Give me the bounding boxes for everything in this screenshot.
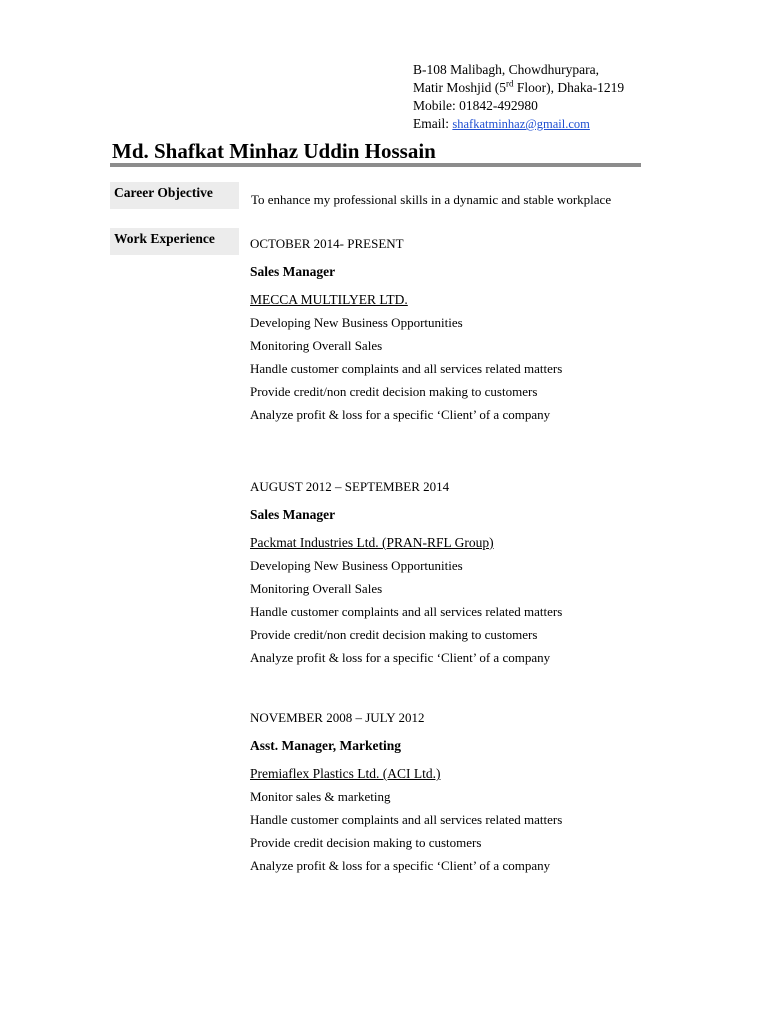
job-title: Sales Manager	[250, 507, 336, 522]
job-duty: Analyze profit & loss for a specific ‘Client’ of a company	[250, 650, 551, 665]
contact-block	[413, 61, 624, 133]
job-entry-1	[250, 235, 562, 429]
mobile-number: Mobile: 01842-492980	[413, 98, 538, 113]
job-dates: OCTOBER 2014- PRESENT	[250, 236, 404, 251]
career-objective-heading: Career Objective	[110, 182, 239, 209]
email-line	[413, 115, 624, 133]
address-floor-suffix: rd	[506, 78, 514, 89]
job-entry-3	[250, 709, 562, 880]
job-duty: Handle customer complaints and all services related matters	[250, 361, 563, 376]
candidate-name: Md. Shafkat Minhaz Uddin Hossain	[112, 139, 436, 163]
career-objective-text: To enhance my professional skills in a dynamic and stable workplace	[251, 192, 612, 207]
job-entry-2	[250, 478, 562, 672]
job-company: Premiaflex Plastics Ltd. (ACI Ltd.)	[250, 766, 441, 781]
job-duty: Provide credit decision making to customers	[250, 835, 482, 850]
address-line-2-end: Floor), Dhaka-1219	[513, 80, 625, 95]
job-duty: Provide credit/non credit decision making to customers	[250, 384, 538, 399]
job-duty: Monitoring Overall Sales	[250, 338, 383, 353]
job-company: Packmat Industries Ltd. (PRAN-RFL Group)	[250, 535, 494, 550]
job-duty: Analyze profit & loss for a specific ‘Client’ of a company	[250, 858, 551, 873]
address-line-2	[413, 79, 624, 97]
job-duty: Monitoring Overall Sales	[250, 581, 383, 596]
job-title: Asst. Manager, Marketing	[250, 738, 401, 753]
job-dates: NOVEMBER 2008 – JULY 2012	[250, 710, 425, 725]
address-line-1: B-108 Malibagh, Chowdhurypara,	[413, 62, 599, 77]
email-label: Email:	[413, 116, 453, 131]
name-underline-divider	[110, 163, 641, 167]
job-duty: Provide credit/non credit decision making to customers	[250, 627, 538, 642]
job-duty: Monitor sales & marketing	[250, 789, 391, 804]
work-experience-heading: Work Experience	[110, 228, 239, 255]
address-line-2-start: Matir Moshjid (5	[413, 80, 506, 95]
job-company: MECCA MULTILYER LTD.	[250, 292, 408, 307]
email-link[interactable]: shafkatminhaz@gmail.com	[452, 117, 590, 131]
job-duty: Developing New Business Opportunities	[250, 558, 463, 573]
job-duty: Analyze profit & loss for a specific ‘Client’ of a company	[250, 407, 551, 422]
job-dates: AUGUST 2012 – SEPTEMBER 2014	[250, 479, 450, 494]
job-duty: Handle customer complaints and all services related matters	[250, 604, 563, 619]
job-title: Sales Manager	[250, 264, 336, 279]
job-duty: Handle customer complaints and all services related matters	[250, 812, 563, 827]
job-duty: Developing New Business Opportunities	[250, 315, 463, 330]
